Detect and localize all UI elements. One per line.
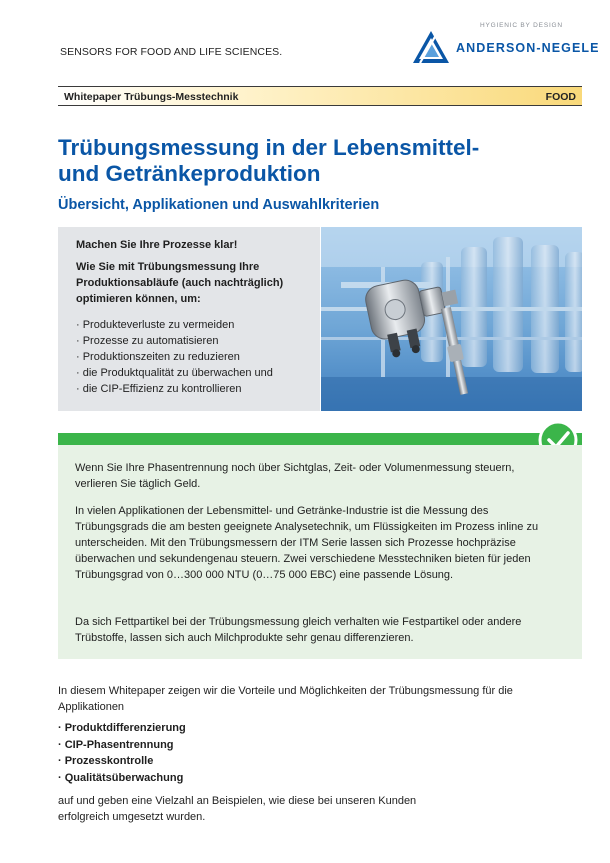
page-subtitle: Übersicht, Applikationen und Auswahlkriterien (58, 197, 380, 213)
title-line-1: Trübungsmessung in der Lebensmittel- (58, 135, 480, 160)
body-intro: In diesem Whitepaper zeigen wir die Vorteile und Möglichkeiten der Trübungsmessung für die Applikationen (58, 685, 513, 713)
category-label: Whitepaper Trübungs-Messtechnik (64, 91, 239, 103)
category-bar (58, 86, 582, 106)
anderson-negele-logo-icon (412, 30, 450, 64)
company-logo[interactable] (412, 22, 600, 64)
industry-label: FOOD (545, 91, 576, 103)
sensor-photo (321, 227, 582, 411)
application-list (58, 720, 186, 786)
list-item: · Prozesse zu automatisieren (76, 335, 219, 347)
highlight-paragraph-3: Da sich Fettpartikel bei der Trübungsmessung gleich verhalten wie Festpartikel oder andere Trübstoffe, lassen sich auch Milchprodukte sehr genau differenzieren. (75, 616, 522, 644)
highlight-bar (58, 433, 582, 445)
list-item: · CIP-Phasentrennung (58, 738, 174, 751)
page-title (58, 135, 578, 187)
list-item: · die Produktqualität zu überwachen und (76, 367, 273, 379)
benefit-list (76, 317, 273, 397)
highlight-paragraph-2: In vielen Applikationen der Lebensmittel- und Getränke-Industrie ist die Messung des Trübungsgrads die am besten geeignete Analysetechnik, um Flüssigkeiten im Prozess inline zu unterscheiden. Mit den Trübungsmessern der ITM Serie lassen sich Prozesse hochpräzise überwachen und sekundengenau steuern. Zwei verschiedene Messtechniken bieten für jeden Trübungsgrad von 0…300 000 NTU (0…75 000 EBC) eine passende Lösung. (75, 505, 539, 581)
logo-wordmark: ANDERSON-NEGELE (456, 41, 600, 55)
page-header (0, 0, 610, 80)
body-outro: auf und geben eine Vielzahl an Beispielen, wie diese bei unseren Kunden erfolgreich umgesetzt wurden. (58, 795, 417, 823)
list-item: · Produktdifferenzierung (58, 722, 186, 734)
highlight-box (58, 445, 582, 659)
logo-tagline: HYGIENIC BY DESIGN (480, 22, 563, 29)
list-item: · Prozesskontrolle (58, 755, 154, 767)
list-item: · Qualitätsüberwachung (58, 771, 184, 784)
list-item: · die CIP-Effizienz zu kontrollieren (76, 383, 242, 395)
factory-sensor-image (321, 227, 582, 411)
title-line-2: und Getränkeproduktion (58, 161, 321, 186)
highlight-paragraph-1: Wenn Sie Ihre Phasentrennung noch über Sichtglas, Zeit- oder Volumenmessung steuern, verlieren Sie täglich Geld. (75, 462, 515, 490)
intro-panel (58, 227, 320, 411)
intro-lead-text: Wie Sie mit Trübungsmessung Ihre Produktionsabläufe (auch nachträglich) optimieren können, um: (76, 261, 284, 305)
list-item: · Produktionszeiten zu reduzieren (76, 351, 240, 363)
list-item: · Produkteverluste zu vermeiden (76, 319, 235, 331)
intro-heading: Machen Sie Ihre Prozesse klar! (76, 239, 238, 251)
header-tagline: SENSORS FOR FOOD AND LIFE SCIENCES. (60, 46, 283, 58)
